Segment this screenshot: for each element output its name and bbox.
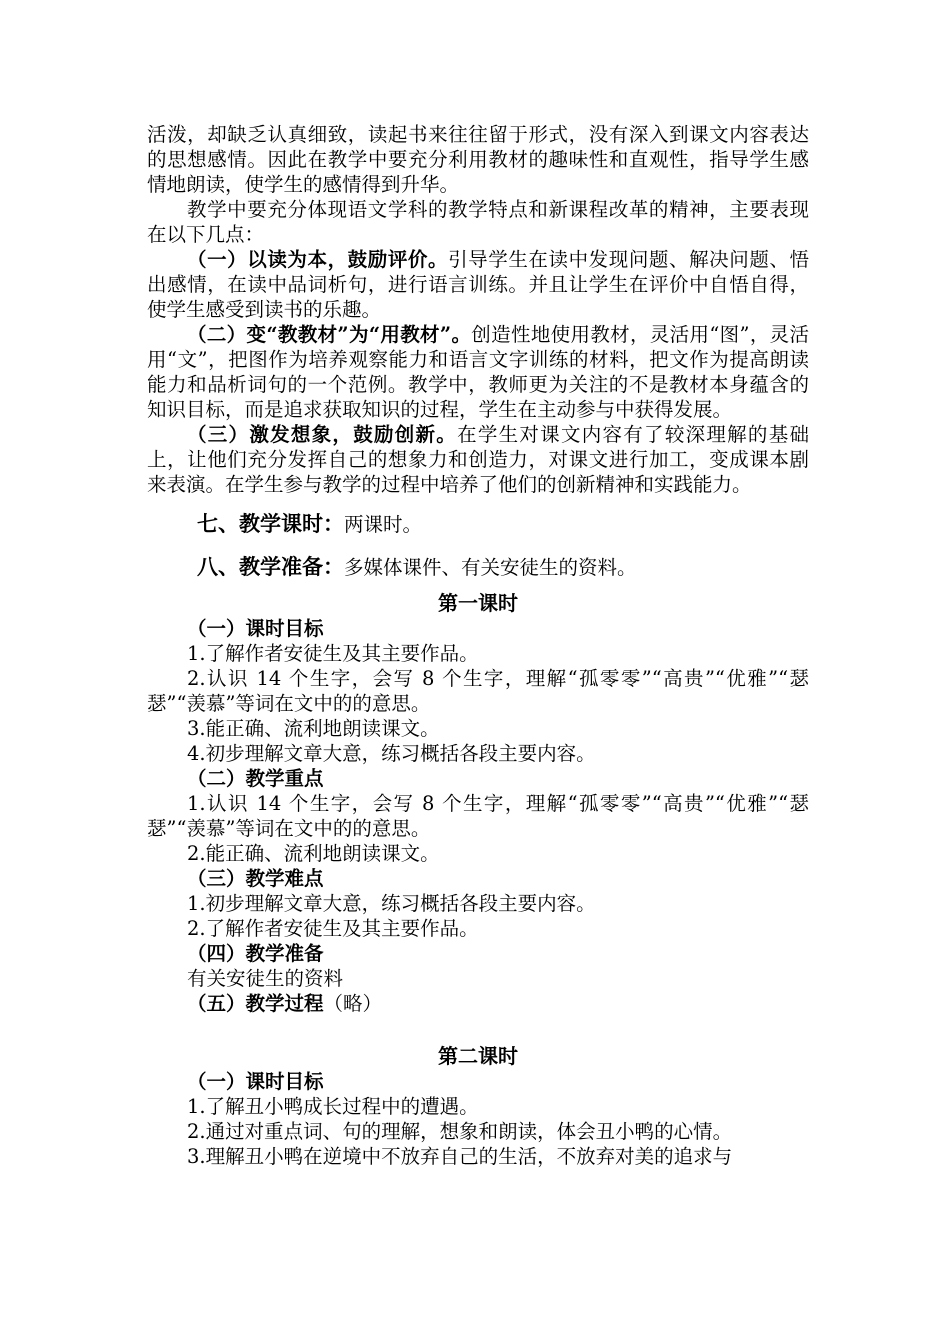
lesson-1-goal-2: 2.认识 14 个生字，会写 8 个生字，理解“孤零零”“高贵”“优雅”“瑟瑟”“羡慕”等词在文中的的意思。 [147,667,809,715]
point-1-title: （一）以读为本，鼓励评价。 [187,248,449,271]
lesson-1-process-note: （略） [323,992,383,1015]
paragraph-point-3 [147,422,809,497]
paragraph-intro-2: 教学中要充分体现语文学科的教学特点和新课程改革的精神，主要表现在以下几点： [147,198,809,246]
paragraph-point-2 [147,322,809,422]
lesson-2-title: 第二课时 [438,1044,518,1068]
section-7-heading: 七、教学课时： [197,511,344,536]
section-8 [147,552,809,583]
section-7 [147,509,809,540]
lesson-2-goal-1: 1.了解丑小鸭成长过程中的遭遇。 [187,1095,479,1118]
lesson-1-process-heading: （五）教学过程 [187,992,324,1015]
point-1-text: 引导学生在读中发现问题、解决问题、悟出感情，在读中品词析句，进行语言训练。并且让学生在评价中自悟自得，使学生感受到读书的乐趣。 [147,248,809,321]
section-8-heading: 八、教学准备： [197,554,344,579]
lesson-1-goal-3: 3.能正确、流利地朗读课文。 [187,717,440,740]
point-2-text: 创造性地使用教材，灵活用“图”，灵活用“文”，把图作为培养观察能力和语言文字训练的材料，把文作为提高朗读能力和品析词句的一个范例。教学中，教师更为关注的不是教材本身蕴含的知识目标，而是追求获取知识的过程，学生在主动参与中获得发展。 [147,323,809,421]
lesson-1-key-2: 2.能正确、流利地朗读课文。 [187,842,440,865]
point-3-text: 在学生对课文内容有了较深理解的基础上，让他们充分发挥自己的想象力和创造力，对课文进行加工，变成课本剧来表演。在学生参与教学的过程中培养了他们的创新精神和实践能力。 [147,423,809,496]
point-2-title: （二）变“教教材”为“用教材”。 [187,323,472,346]
section-7-text: 两课时。 [344,513,423,536]
lesson-1-key-heading: （二）教学重点 [187,767,324,790]
lesson-1-difficult-2: 2.了解作者安徒生及其主要作品。 [187,917,479,940]
lesson-1-prep-text: 有关安徒生的资料 [187,967,344,990]
lesson-1-goal-4: 4.初步理解文章大意，练习概括各段主要内容。 [187,742,596,765]
lesson-2-goals-heading: （一）课时目标 [187,1070,324,1093]
lesson-2-goal-3: 3.理解丑小鸭在逆境中不放弃自己的生活，不放弃对美的追求与 [187,1145,733,1168]
lesson-2-goal-2: 2.通过对重点词、句的理解，想象和朗读，体会丑小鸭的心情。 [187,1120,733,1143]
lesson-1-title: 第一课时 [438,591,518,615]
lesson-1-prep-heading: （四）教学准备 [187,942,324,965]
section-8-text: 多媒体课件、有关安徒生的资料。 [344,556,637,579]
paragraph-intro-1: 活泼，却缺乏认真细致，读起书来往往留于形式，没有深入到课文内容表达的思想感情。因此在教学中要充分利用教材的趣味性和直观性，指导学生感情地朗读，使学生的感情得到升华。 [147,123,809,196]
lesson-1-process [147,991,809,1016]
document-page [147,122,809,1169]
paragraph-point-1 [147,247,809,322]
lesson-1-goal-1: 1.了解作者安徒生及其主要作品。 [187,642,479,665]
lesson-1-key-1: 1.认识 14 个生字，会写 8 个生字，理解“孤零零”“高贵”“优雅”“瑟瑟”“羡慕”等词在文中的的意思。 [147,792,809,840]
lesson-1-difficult-1: 1.初步理解文章大意，练习概括各段主要内容。 [187,892,596,915]
lesson-1-difficult-heading: （三）教学难点 [187,867,324,890]
point-3-title: （三）激发想象，鼓励创新。 [187,423,458,446]
lesson-1-goals-heading: （一）课时目标 [187,617,324,640]
